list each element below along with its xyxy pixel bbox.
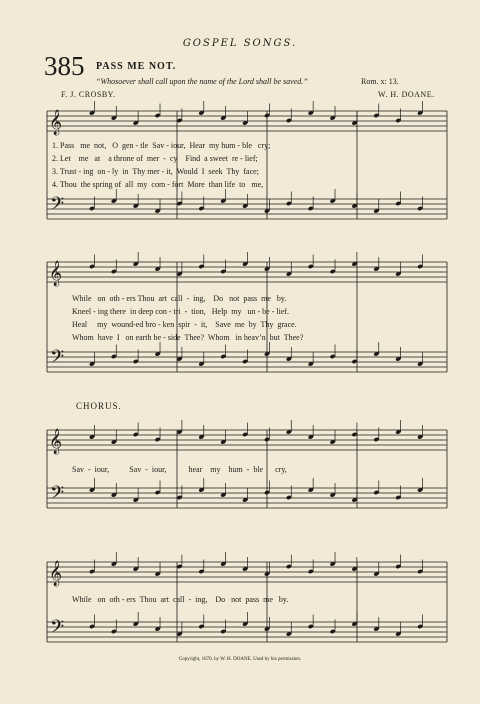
verse-line-2: Kneel - ing there in deep con - tri - tion, Help my un - be - lief.: [72, 307, 290, 316]
verse-line-1: 1. Pass me not, O gen - tle Sav - iour, Hear my hum - ble cry;: [52, 141, 271, 150]
verse-line-3: 3. Trust - ing on - ly in Thy mer - it, Would I seek Thy face;: [52, 167, 259, 176]
verse-line-4: Whom have I on earth be - side Thee? Whom in heav’n but Thee?: [72, 333, 304, 342]
composer-credit: W. H. DOANE.: [378, 90, 435, 99]
chorus-lyric-2: While on oth - ers Thou art call - ing, Do not pass me by.: [72, 595, 289, 604]
treble-clef: 𝄞: [49, 429, 63, 454]
verse-line-2: 2. Let me at a throne of mer - cy Find a sweet re - lief;: [52, 154, 258, 163]
treble-clef: 𝄞: [49, 110, 63, 135]
lyricist-credit: F. J. CROSBY.: [61, 90, 116, 99]
copyright-notice: Copyright, 1870, by W. H. DOANE. Used by his permission.: [178, 657, 302, 662]
treble-clef: 𝄞: [49, 561, 63, 586]
hymn-number: 385: [44, 51, 85, 81]
verse-line-3: Heal my wound-ed bro - ken spir - it, Save me by Thy grace.: [72, 320, 297, 329]
hymn-title: PASS ME NOT.: [96, 61, 177, 72]
bass-clef: 𝄢: [50, 194, 65, 219]
epigraph: “Whosoever shall call upon the name of the Lord shall be saved.”: [96, 77, 308, 86]
scripture-reference: Rom. x: 13.: [361, 77, 399, 86]
verse-line-1: While on oth - ers Thou art call - ing, Do not pass me by.: [72, 294, 287, 303]
verse-line-4: 4. Thou the spring of all my com - fort More than life to me,: [52, 180, 264, 189]
chorus-label: CHORUS.: [76, 401, 122, 411]
bass-clef: 𝄢: [50, 483, 65, 508]
treble-clef: 𝄞: [49, 261, 63, 286]
bass-clef: 𝄢: [50, 617, 65, 642]
running-header: GOSPEL SONGS.: [182, 38, 298, 49]
bass-clef: 𝄢: [50, 347, 65, 372]
chorus-lyric-1: Sav - iour, Sav - iour, hear my hum - ble cry,: [72, 465, 287, 474]
